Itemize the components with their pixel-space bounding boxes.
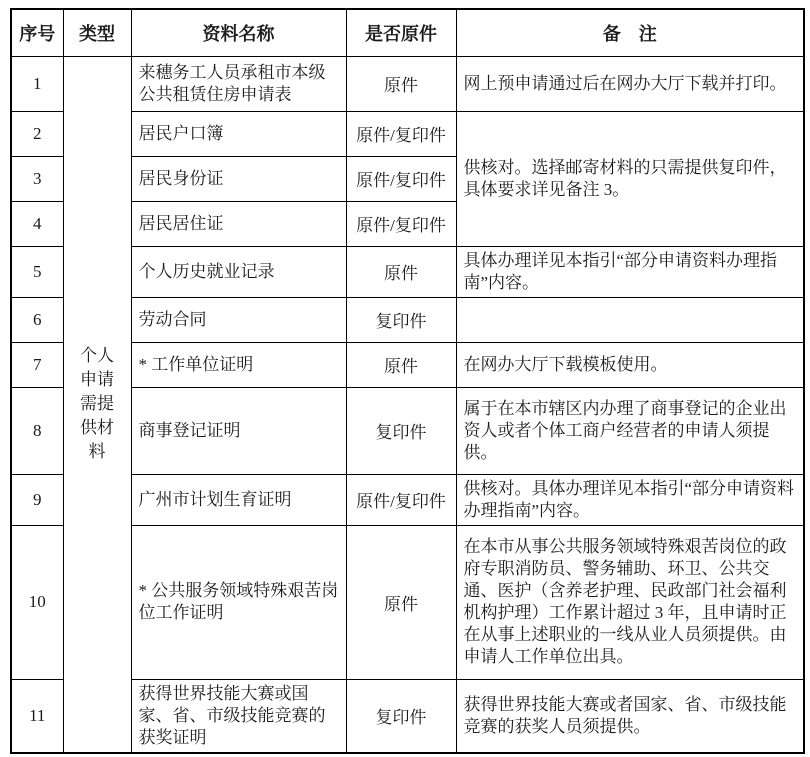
header-original: 是否原件 <box>346 9 456 56</box>
original-requirement: 原件/复印件 <box>346 474 456 525</box>
row-number: 2 <box>11 111 63 156</box>
row-number: 9 <box>11 474 63 525</box>
material-name: * 工作单位证明 <box>131 342 346 387</box>
type-group-cell <box>63 56 131 753</box>
header-name: 资料名称 <box>131 9 346 56</box>
remark: 在网办大厅下载模板使用。 <box>456 342 804 387</box>
material-name: 广州市计划生育证明 <box>131 474 346 525</box>
header-type: 类型 <box>63 9 131 56</box>
remark: 具体办理详见本指引“部分申请资料办理指南”内容。 <box>456 246 804 297</box>
header-remark: 备 注 <box>456 9 804 56</box>
material-name: 居民户口簿 <box>131 111 346 156</box>
original-requirement: 原件 <box>346 525 456 679</box>
original-requirement: 原件/复印件 <box>346 156 456 201</box>
original-requirement: 原件 <box>346 342 456 387</box>
material-name: 来穗务工人员承租市本级公共租赁住房申请表 <box>131 56 346 111</box>
remark: 供核对。具体办理详见本指引“部分申请资料办理指南”内容。 <box>456 474 804 525</box>
remark: 属于在本市辖区内办理了商事登记的企业出资人或者个体工商户经营者的申请人须提供。 <box>456 387 804 474</box>
row-number: 8 <box>11 387 63 474</box>
remark: 供核对。选择邮寄材料的只需提供复印件，具体要求详见备注 3。 <box>456 111 804 246</box>
table-header-row <box>11 9 804 56</box>
original-requirement: 原件/复印件 <box>346 111 456 156</box>
original-requirement: 复印件 <box>346 387 456 474</box>
remark: 获得世界技能大赛或者国家、省、市级技能竞赛的获奖人员须提供。 <box>456 679 804 753</box>
material-name: 居民身份证 <box>131 156 346 201</box>
row-number: 10 <box>11 525 63 679</box>
original-requirement: 复印件 <box>346 679 456 753</box>
row-number: 7 <box>11 342 63 387</box>
remark <box>456 297 804 342</box>
type-group-label: 个人申请需提供材料 <box>80 346 114 462</box>
row-number: 11 <box>11 679 63 753</box>
row-number: 3 <box>11 156 63 201</box>
row-number: 4 <box>11 201 63 246</box>
original-requirement: 原件 <box>346 56 456 111</box>
row-number: 6 <box>11 297 63 342</box>
original-requirement: 复印件 <box>346 297 456 342</box>
material-name: 个人历史就业记录 <box>131 246 346 297</box>
material-name: 劳动合同 <box>131 297 346 342</box>
table-row <box>11 56 804 111</box>
material-name: * 公共服务领域特殊艰苦岗位工作证明 <box>131 525 346 679</box>
original-requirement: 原件 <box>346 246 456 297</box>
remark: 在本市从事公共服务领域特殊艰苦岗位的政府专职消防员、警务辅助、环卫、公共交通、医护（含养老护理、民政部门社会福利机构护理）工作累计超过 3 年，且申请时正在从事上述职业的一线从业人员须提供。由申请人工作单位出具。 <box>456 525 804 679</box>
material-name: 商事登记证明 <box>131 387 346 474</box>
remark: 网上预申请通过后在网办大厅下载并打印。 <box>456 56 804 111</box>
material-name: 居民居住证 <box>131 201 346 246</box>
original-requirement: 原件/复印件 <box>346 201 456 246</box>
header-no: 序号 <box>11 9 63 56</box>
material-name: 获得世界技能大赛或国家、省、市级技能竞赛的获奖证明 <box>131 679 346 753</box>
row-number: 5 <box>11 246 63 297</box>
materials-table <box>10 8 805 754</box>
row-number: 1 <box>11 56 63 111</box>
